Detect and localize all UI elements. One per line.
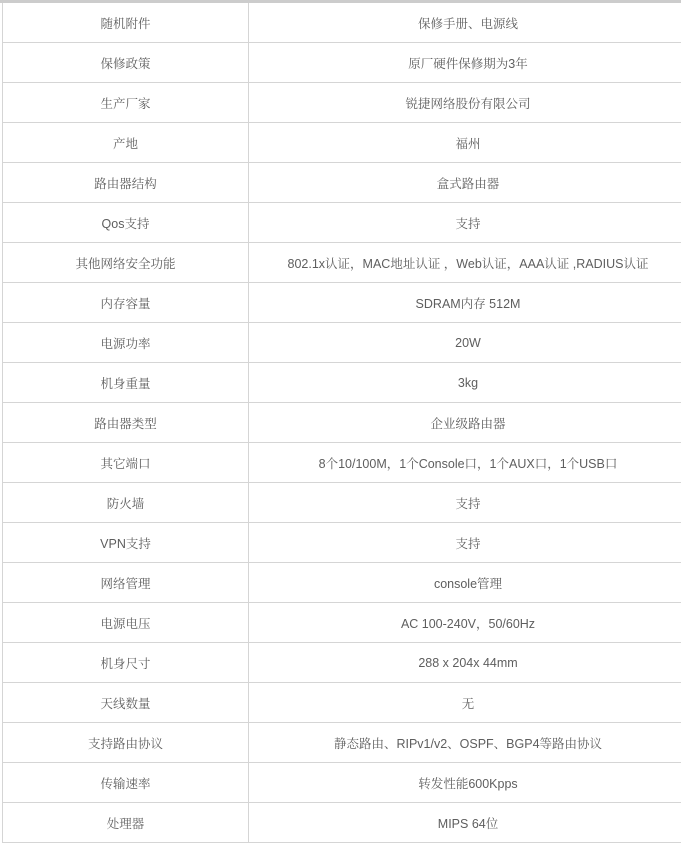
spec-label: 内存容量 xyxy=(3,283,249,323)
table-row xyxy=(3,723,681,763)
table-row xyxy=(3,443,681,483)
spec-label: 产地 xyxy=(3,123,249,163)
table-row xyxy=(3,483,681,523)
spec-value: 支持 xyxy=(249,483,681,523)
spec-label: 机身重量 xyxy=(3,363,249,403)
spec-label: 其它端口 xyxy=(3,443,249,483)
spec-value: AC 100-240V，50/60Hz xyxy=(249,603,681,643)
spec-label: 随机附件 xyxy=(3,3,249,43)
table-row xyxy=(3,403,681,443)
spec-label: 机身尺寸 xyxy=(3,643,249,683)
table-row xyxy=(3,83,681,123)
spec-label: 防火墙 xyxy=(3,483,249,523)
spec-value: 福州 xyxy=(249,123,681,163)
table-row xyxy=(3,283,681,323)
table-row xyxy=(3,683,681,723)
spec-table-body xyxy=(3,3,681,843)
table-row xyxy=(3,323,681,363)
table-row xyxy=(3,363,681,403)
table-row xyxy=(3,603,681,643)
table-row xyxy=(3,803,681,843)
spec-value: 支持 xyxy=(249,203,681,243)
table-row xyxy=(3,563,681,603)
table-row xyxy=(3,3,681,43)
spec-label: 路由器结构 xyxy=(3,163,249,203)
spec-label: 处理器 xyxy=(3,803,249,843)
table-row xyxy=(3,203,681,243)
spec-value: SDRAM内存 512M xyxy=(249,283,681,323)
spec-label: 生产厂家 xyxy=(3,83,249,123)
spec-label: 路由器类型 xyxy=(3,403,249,443)
spec-label: Qos支持 xyxy=(3,203,249,243)
spec-label: 网络管理 xyxy=(3,563,249,603)
spec-value: 企业级路由器 xyxy=(249,403,681,443)
spec-label: 其他网络安全功能 xyxy=(3,243,249,283)
product-spec-table xyxy=(2,3,681,843)
spec-label: 保修政策 xyxy=(3,43,249,83)
spec-value: 原厂硬件保修期为3年 xyxy=(249,43,681,83)
table-row xyxy=(3,43,681,83)
table-row xyxy=(3,163,681,203)
spec-value: MIPS 64位 xyxy=(249,803,681,843)
table-row xyxy=(3,523,681,563)
table-row xyxy=(3,243,681,283)
spec-value: 288 x 204x 44mm xyxy=(249,643,681,683)
spec-label: 支持路由协议 xyxy=(3,723,249,763)
spec-value: 802.1x认证，MAC地址认证 ，Web认证，AAA认证 ,RADIUS认证 xyxy=(249,243,681,283)
table-row xyxy=(3,763,681,803)
spec-label: 传输速率 xyxy=(3,763,249,803)
spec-label: 电源功率 xyxy=(3,323,249,363)
spec-value: 20W xyxy=(249,323,681,363)
spec-value: 支持 xyxy=(249,523,681,563)
spec-value: 3kg xyxy=(249,363,681,403)
table-row xyxy=(3,123,681,163)
spec-value: 转发性能600Kpps xyxy=(249,763,681,803)
table-row xyxy=(3,643,681,683)
spec-label: VPN支持 xyxy=(3,523,249,563)
spec-value: 8个10/100M，1个Console口，1个AUX口，1个USB口 xyxy=(249,443,681,483)
spec-label: 天线数量 xyxy=(3,683,249,723)
spec-value: console管理 xyxy=(249,563,681,603)
spec-value: 盒式路由器 xyxy=(249,163,681,203)
spec-value: 锐捷网络股份有限公司 xyxy=(249,83,681,123)
spec-value: 静态路由、RIPv1/v2、OSPF、BGP4等路由协议 xyxy=(249,723,681,763)
spec-value: 无 xyxy=(249,683,681,723)
spec-value: 保修手册、电源线 xyxy=(249,3,681,43)
spec-label: 电源电压 xyxy=(3,603,249,643)
